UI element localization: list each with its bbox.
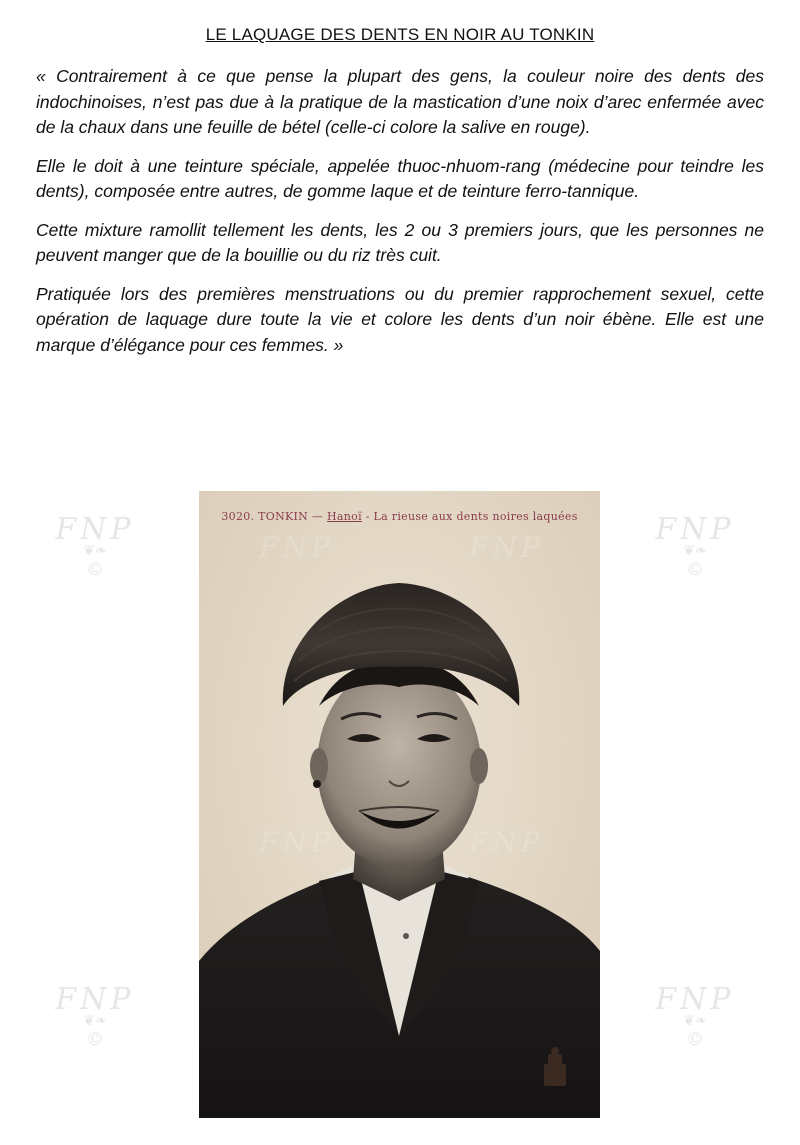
- fnp-watermark: FNP ❦❧ ©: [55, 982, 135, 1050]
- fnp-watermark: FNP: [469, 531, 544, 564]
- fnp-watermark: FNP ❦❧ ©: [655, 512, 735, 580]
- fnp-watermark: FNP: [259, 826, 334, 859]
- fnp-watermark: FNP: [469, 826, 544, 859]
- paragraph-3: Cette mixture ramollit tellement les dents, les 2 ou 3 premiers jours, que les personnes ne peuvent manger que de la bouillie ou du riz très cuit.: [36, 219, 764, 265]
- fnp-watermark: FNP ❦❧ ©: [655, 982, 735, 1050]
- postcard-photo: [199, 491, 600, 1118]
- postcard-caption: 3020. TONKIN — Hanoï - La rieuse aux dents noires laquées: [221, 510, 578, 523]
- postcard-region: TONKIN: [258, 510, 309, 523]
- document-title: LE LAQUAGE DES DENTS EN NOIR AU TONKIN: [205, 25, 595, 44]
- face: [317, 664, 481, 868]
- fnp-watermark: FNP ❦❧ ©: [55, 512, 135, 580]
- postcard-city: Hanoï: [327, 510, 362, 523]
- postcard-caption-text: La rieuse aux dents noires laquées: [373, 510, 578, 523]
- portrait-illustration: [199, 491, 600, 1118]
- postcard-number: 3020.: [221, 510, 255, 523]
- paragraph-4: Pratiquée lors des premières menstruations ou du premier rapprochement sexuel, cette opération de laquage dure toute la vie et colore les dents d’un noir ébène. Elle est une marque d’élégance pour ces femmes. »: [36, 283, 764, 355]
- quote-text: [36, 64, 764, 371]
- paragraph-2: Elle le doit à une teinture spéciale, appelée thuoc-nhuom-rang (médecine pour teindre les dents), composée entre autres, de gomme laque et de teinture ferro-tannique.: [36, 155, 764, 201]
- fnp-watermark: FNP: [259, 531, 334, 564]
- earring: [313, 780, 321, 788]
- paragraph-1: « Contrairement à ce que pense la plupart des gens, la couleur noire des dents des indochinoises, n’est pas due à la pratique de la mastication d’une noix d’arec enfermée avec de la chaux dans une feuille de bétel (celle-ci colore la salive en rouge).: [36, 66, 764, 137]
